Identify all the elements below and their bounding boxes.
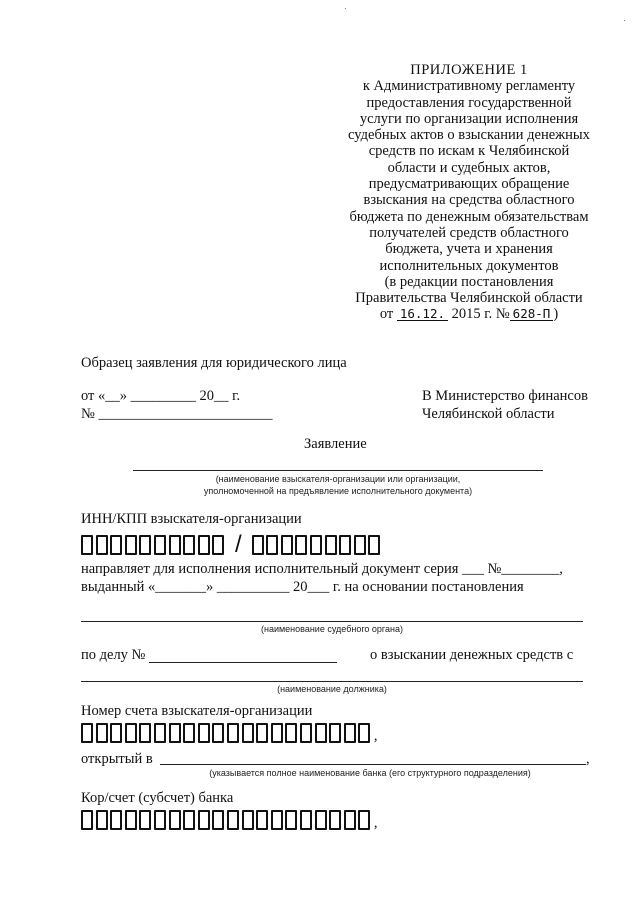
directs-line[interactable]: направляет для исполнения исполнительный документ серия ___ №________,: [81, 561, 563, 577]
appendix-line: Правительства Челябинской области: [355, 290, 583, 307]
account-digit-box[interactable]: [285, 723, 297, 743]
account-digit-box[interactable]: [198, 723, 210, 743]
date-field[interactable]: от «__» _________ 20__ г.: [81, 388, 241, 404]
corr-digit-box[interactable]: [169, 810, 181, 830]
debtor-name-field[interactable]: [81, 681, 583, 682]
appendix-line: исполнительных документов: [379, 257, 559, 274]
date-year: 2015 г. №: [451, 306, 510, 323]
kpp-digit-box[interactable]: [252, 535, 264, 555]
inn-digit-box[interactable]: [96, 535, 108, 555]
account-digit-box[interactable]: [344, 723, 356, 743]
date-close: ): [553, 306, 559, 323]
inn-digit-box[interactable]: [198, 535, 210, 555]
appendix-line: взыскания на средства областного: [363, 192, 575, 209]
corr-digit-box[interactable]: [110, 810, 122, 830]
appendix-line: судебных актов о взыскании денежных: [348, 127, 590, 144]
hint-claimant-1: (наименование взыскателя-организации или организации,: [215, 474, 461, 484]
scan-dot: [624, 20, 625, 21]
corr-digit-box[interactable]: [300, 810, 312, 830]
inn-digit-box[interactable]: [110, 535, 122, 555]
appendix-date-line: [318, 306, 620, 322]
inn-digit-box[interactable]: [183, 535, 195, 555]
kpp-digit-box[interactable]: [339, 535, 351, 555]
hint-claimant-2: уполномоченной на предъявление исполнительного документа): [203, 486, 473, 496]
account-digit-box[interactable]: [96, 723, 108, 743]
appendix-title: ПРИЛОЖЕНИЕ 1: [410, 62, 528, 78]
inn-label: ИНН/КПП взыскателя-организации: [81, 511, 302, 527]
account-digit-box[interactable]: [271, 723, 283, 743]
kpp-digit-box[interactable]: [368, 535, 380, 555]
account-digit-box[interactable]: [227, 723, 239, 743]
corr-digit-box[interactable]: [125, 810, 137, 830]
recipient-line-1: В Министерство финансов: [422, 388, 588, 404]
inn-digit-box[interactable]: [169, 535, 181, 555]
issued-line[interactable]: выданный «_______» __________ 20___ г. на основании постановления: [81, 579, 524, 595]
corr-digit-box[interactable]: [154, 810, 166, 830]
corr-digit-box[interactable]: [256, 810, 268, 830]
appendix-line: бюджета по денежным обязательствам: [349, 208, 589, 225]
scan-dot: [345, 8, 346, 9]
inn-digit-box[interactable]: [154, 535, 166, 555]
appendix-line: бюджета, учета и хранения: [385, 241, 553, 258]
appendix-lines: [318, 78, 620, 306]
handwritten-date: 16.12.: [397, 307, 448, 321]
page-title: Заявление: [304, 436, 367, 452]
account-digit-box[interactable]: [315, 723, 327, 743]
corr-account-boxes[interactable]: [81, 810, 378, 830]
handwritten-number: 628-П: [510, 307, 554, 321]
appendix-line: предоставления государственной: [366, 94, 572, 111]
bank-name-field[interactable]: [160, 764, 586, 765]
hint-debtor: (наименование должника): [277, 684, 387, 694]
recipient-line-2: Челябинской области: [422, 406, 555, 422]
appendix-header: [318, 62, 620, 323]
kpp-digit-box[interactable]: [325, 535, 337, 555]
corr-digit-box[interactable]: [242, 810, 254, 830]
corr-digit-box[interactable]: [315, 810, 327, 830]
corr-account-label: Кор/счет (субсчет) банка: [81, 790, 234, 806]
inn-digit-box[interactable]: [81, 535, 93, 555]
account-digit-box[interactable]: [110, 723, 122, 743]
corr-digit-box[interactable]: [227, 810, 239, 830]
appendix-line: области и судебных актов,: [387, 159, 551, 176]
corr-digit-box[interactable]: [183, 810, 195, 830]
inn-digit-box[interactable]: [139, 535, 151, 555]
corr-digit-box[interactable]: [285, 810, 297, 830]
kpp-digit-box[interactable]: [266, 535, 278, 555]
corr-digit-box[interactable]: [271, 810, 283, 830]
account-digit-box[interactable]: [300, 723, 312, 743]
account-label: Номер счета взыскателя-организации: [81, 703, 313, 719]
inn-kpp-boxes[interactable]: [81, 531, 383, 558]
kpp-digit-box[interactable]: [295, 535, 307, 555]
sample-title: Образец заявления для юридического лица: [81, 355, 347, 371]
opened-comma: ,: [586, 751, 590, 767]
account-digit-box[interactable]: [183, 723, 195, 743]
appendix-line: услуги по организации исполнения: [359, 110, 579, 127]
appendix-line: к Административному регламенту: [362, 78, 576, 95]
hint-bank: (указывается полное наименование банка (его структурного подразделения): [209, 768, 531, 778]
appendix-line: средств по искам к Челябинской: [368, 143, 570, 160]
corr-digit-box[interactable]: [329, 810, 341, 830]
claimant-name-field[interactable]: [133, 470, 543, 471]
opened-label: открытый в: [81, 751, 153, 767]
corr-digit-box[interactable]: [139, 810, 151, 830]
kpp-digit-box[interactable]: [354, 535, 366, 555]
account-digit-box[interactable]: [154, 723, 166, 743]
inn-digit-box[interactable]: [212, 535, 224, 555]
account-digit-box[interactable]: [256, 723, 268, 743]
appendix-line: предусматривающих обращение: [368, 176, 570, 193]
kpp-digit-box[interactable]: [281, 535, 293, 555]
account-digit-box[interactable]: [169, 723, 181, 743]
case-number-field[interactable]: [149, 662, 337, 663]
account-digit-box[interactable]: [81, 723, 93, 743]
corr-digit-box[interactable]: [212, 810, 224, 830]
corr-digit-box[interactable]: [81, 810, 93, 830]
account-comma: ,: [373, 728, 378, 744]
corr-digit-box[interactable]: [344, 810, 356, 830]
inn-kpp-separator: /: [234, 531, 242, 558]
account-digit-box[interactable]: [358, 723, 370, 743]
account-digit-box[interactable]: [212, 723, 224, 743]
case-label: по делу №: [81, 647, 146, 663]
account-digit-box[interactable]: [329, 723, 341, 743]
number-field[interactable]: № ________________________: [81, 406, 273, 422]
appendix-line: получателей средств областного: [369, 224, 569, 241]
recovery-label: о взыскании денежных средств с: [370, 647, 574, 663]
account-digit-box[interactable]: [139, 723, 151, 743]
account-digit-box[interactable]: [125, 723, 137, 743]
account-digit-box[interactable]: [242, 723, 254, 743]
appendix-line: (в редакции постановления: [384, 273, 554, 290]
date-prefix: от: [379, 306, 394, 323]
corr-comma: ,: [373, 815, 378, 831]
court-name-field[interactable]: [81, 621, 583, 622]
inn-digit-box[interactable]: [125, 535, 137, 555]
kpp-digit-box[interactable]: [310, 535, 322, 555]
corr-digit-box[interactable]: [198, 810, 210, 830]
corr-digit-box[interactable]: [358, 810, 370, 830]
corr-digit-box[interactable]: [96, 810, 108, 830]
account-number-boxes[interactable]: [81, 723, 378, 743]
hint-court: (наименование судебного органа): [260, 624, 403, 634]
